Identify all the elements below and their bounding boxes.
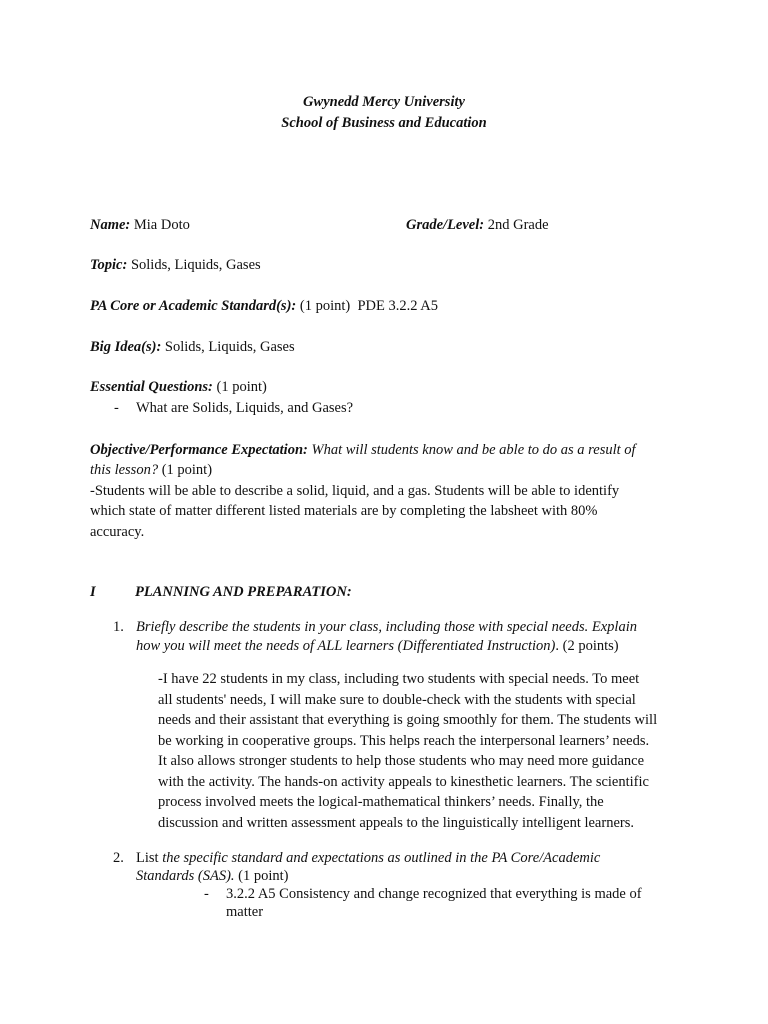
- big-idea-label: Big Idea(s):: [90, 339, 162, 355]
- answer-2-bullet: -: [204, 886, 209, 902]
- name-label: Name:: [90, 217, 131, 233]
- topic-label: Topic:: [90, 257, 128, 273]
- question-2-lead: List: [136, 850, 159, 866]
- objective-prompt-line2: this lesson?: [90, 462, 159, 478]
- answer-2-line2: matter: [226, 904, 264, 920]
- objective-text-line1: -Students will be able to describe a solid, liquid, and a gas. Students will be able to identify: [90, 483, 620, 499]
- question-1-points: . (2 points): [555, 638, 619, 654]
- grade-value: 2nd Grade: [487, 217, 549, 233]
- answer-1-line: be working in cooperative groups. This helps reach the interpersonal learners’ needs.: [158, 732, 650, 749]
- section-numeral: I: [90, 584, 96, 600]
- question-1-number: 1.: [113, 619, 124, 635]
- big-idea-value: Solids, Liquids, Gases: [164, 339, 295, 355]
- essential-questions-points: (1 point): [216, 379, 267, 395]
- school-title: School of Business and Education: [281, 115, 487, 131]
- objective-points: (1 point): [161, 462, 213, 478]
- answer-1-line: all students' needs, I will make sure to double-check with the students with special: [158, 691, 636, 708]
- big-idea-row: [90, 337, 295, 357]
- answer-1-paragraph: [158, 669, 657, 833]
- essential-questions-row: [90, 377, 267, 397]
- standard-value: PDE 3.2.2 A5: [357, 298, 439, 314]
- essential-question-bullet: -: [114, 400, 119, 416]
- question-1-line1: Briefly describe the students in your class, including those with special needs. Explain: [136, 619, 637, 635]
- objective-label: Objective/Performance Expectation:: [90, 442, 308, 458]
- essential-question-item: What are Solids, Liquids, and Gases?: [136, 400, 354, 416]
- answer-1-line: needs and their assistant that everything is going smoothly for them. The students will: [158, 712, 658, 728]
- objective-text-line2: which state of matter different listed materials are by completing the labsheet with 80%: [90, 503, 598, 519]
- objective-prompt-row2: [90, 460, 212, 480]
- question-2-line2: Standards (SAS).: [136, 868, 235, 884]
- answer-1-line: discussion and written assessment appeals to the linguistically intelligent learners.: [158, 814, 634, 831]
- answer-1-line: process involved meets the logical-mathematical thinkers’ needs. Finally, the: [158, 794, 604, 810]
- standard-label: PA Core or Academic Standard(s):: [90, 298, 297, 314]
- essential-questions-label: Essential Questions:: [90, 379, 213, 395]
- grade-row: [406, 215, 549, 235]
- name-row: [90, 215, 190, 235]
- question-2-number: 2.: [113, 850, 124, 866]
- grade-label: Grade/Level:: [406, 217, 485, 233]
- answer-1-line: with the activity. The hands-on activity appeals to kinesthetic learners. The scientific: [158, 773, 649, 790]
- objective-text-line3: accuracy.: [90, 524, 145, 540]
- objective-prompt-line1: What will students know and be able to do as a result of: [311, 442, 636, 458]
- name-value: Mia Doto: [133, 217, 190, 233]
- objective-row: [90, 440, 636, 460]
- topic-row: [90, 255, 261, 275]
- standard-points: (1 point): [299, 298, 351, 314]
- answer-1-line: It also allows stronger students to help those students who may need more guidance: [158, 753, 645, 769]
- university-title: Gwynedd Mercy University: [303, 94, 465, 110]
- standard-row: [90, 296, 438, 316]
- question-1-row2: [136, 636, 619, 656]
- question-2-row1: [136, 848, 600, 868]
- question-2-points: (1 point): [234, 868, 289, 884]
- section-title: PLANNING AND PREPARATION:: [135, 584, 352, 600]
- question-2-line1: the specific standard and expectations as outlined in the PA Core/Academic: [158, 850, 601, 866]
- question-1-line2: how you will meet the needs of ALL learners (Differentiated Instruction): [136, 638, 556, 654]
- answer-1-line: -I have 22 students in my class, including two students with special needs. To meet: [158, 671, 640, 687]
- question-2-row2: [136, 866, 289, 886]
- answer-2-line1: 3.2.2 A5 Consistency and change recognized that everything is made of: [226, 886, 642, 902]
- topic-value: Solids, Liquids, Gases: [130, 257, 261, 273]
